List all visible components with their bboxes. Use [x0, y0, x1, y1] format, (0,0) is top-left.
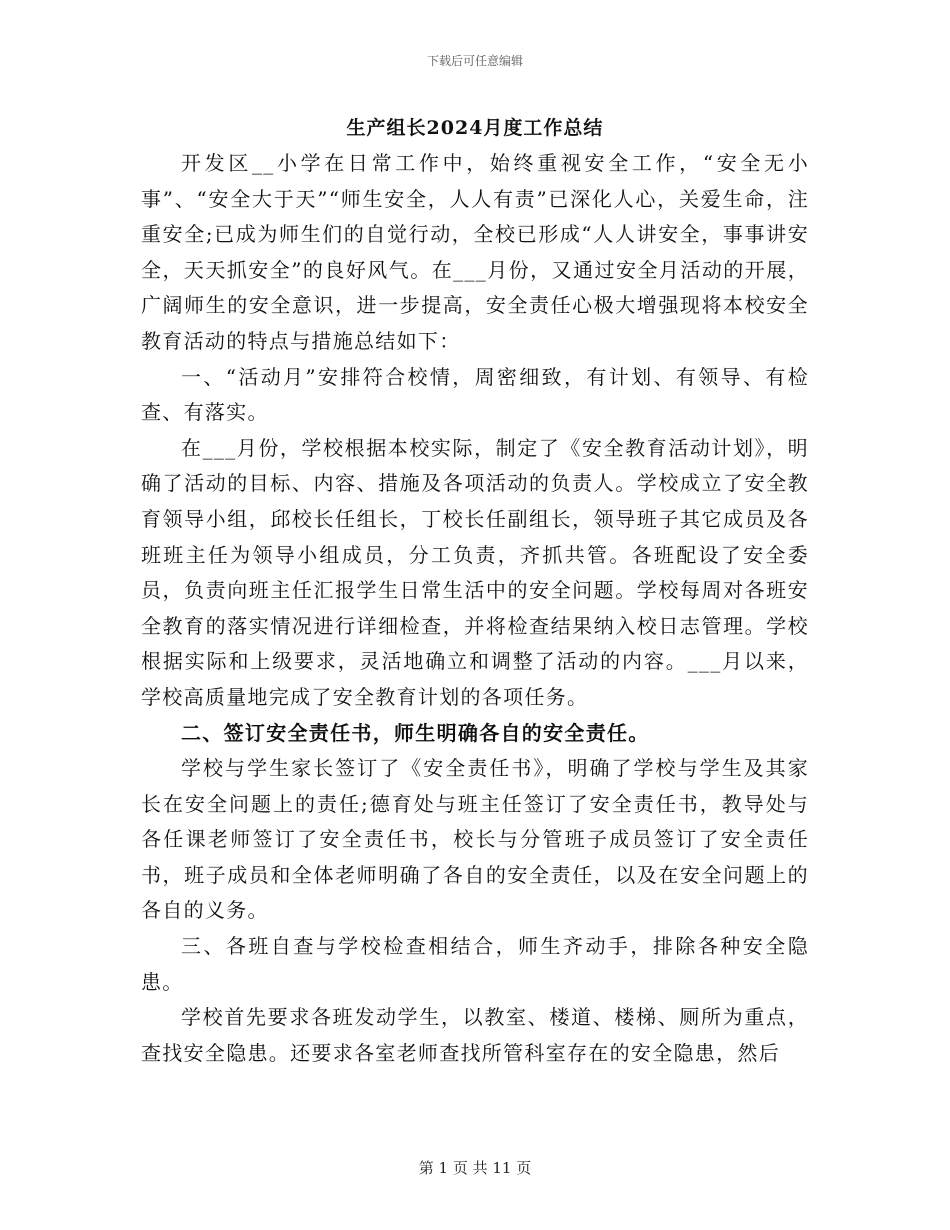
page-number: 第 1 页 共 11 页: [418, 1159, 532, 1177]
heading-section-2: 二、签订安全责任书，师生明确各自的安全责任。: [181, 720, 650, 745]
heading-section-1: 一、“活动月”安排符合校情，周密细致，有计划、有领导、有检查、有落实。: [141, 364, 809, 425]
paragraph-intro: 开发区__小学在日常工作中，始终重视安全工作，“安全无小事”、“安全大于天”“师生安全，人人有责”已深化人心，关爱生命，注重安全;已成为师生们的自觉行动，全校已形成“人人讲安全，事事讲安全，天天抓安全”的良好风气。在___月份，又通过安全月活动的开展，广阔师生的安全意识，进一步提高，安全责任心极大增强现将本校安全教育活动的特点与措施总结如下：: [141, 151, 809, 353]
document-body: [141, 146, 809, 1071]
document-title: 生产组长2024月度工作总结: [346, 117, 604, 139]
heading-section-3: 三、各班自查与学校检查相结合，师生齐动手，排除各种安全隐患。: [141, 934, 809, 994]
paragraph-section-1: 在___月份，学校根据本校实际，制定了《安全教育活动计划》，明确了活动的目标、内容、措施及各项活动的负责人。学校成立了安全教育领导小组，邱校长任组长，丁校长任副组长，领导班子其它成员及各班班主任为领导小组成员，分工负责，齐抓共管。各班配设了安全委员，负责向班主任汇报学生日常生活中的安全问题。学校每周对各班安全教育的落实情况进行详细检查，并将检查结果纳入校日志管理。学校根据实际和上级要求，灵活地确立和调整了活动的内容。___月以来，学校高质量地完成了安全教育计划的各项任务。: [141, 435, 809, 709]
header-note: 下载后可任意编辑: [426, 54, 523, 68]
paragraph-section-3: 学校首先要求各班发动学生，以教室、楼道、楼梯、厕所为重点，查找安全隐患。还要求各室老师查找所管科室存在的安全隐患，然后: [141, 1005, 809, 1065]
paragraph-section-2: 学校与学生家长签订了《安全责任书》，明确了学校与学生及其家长在安全问题上的责任;德育处与班主任签订了安全责任书，教导处与各任课老师签订了安全责任书，校长与分管班子成员签订了安全责任书，班子成员和全体老师明确了各自的安全责任，以及在安全问题上的各自的义务。: [141, 756, 809, 923]
